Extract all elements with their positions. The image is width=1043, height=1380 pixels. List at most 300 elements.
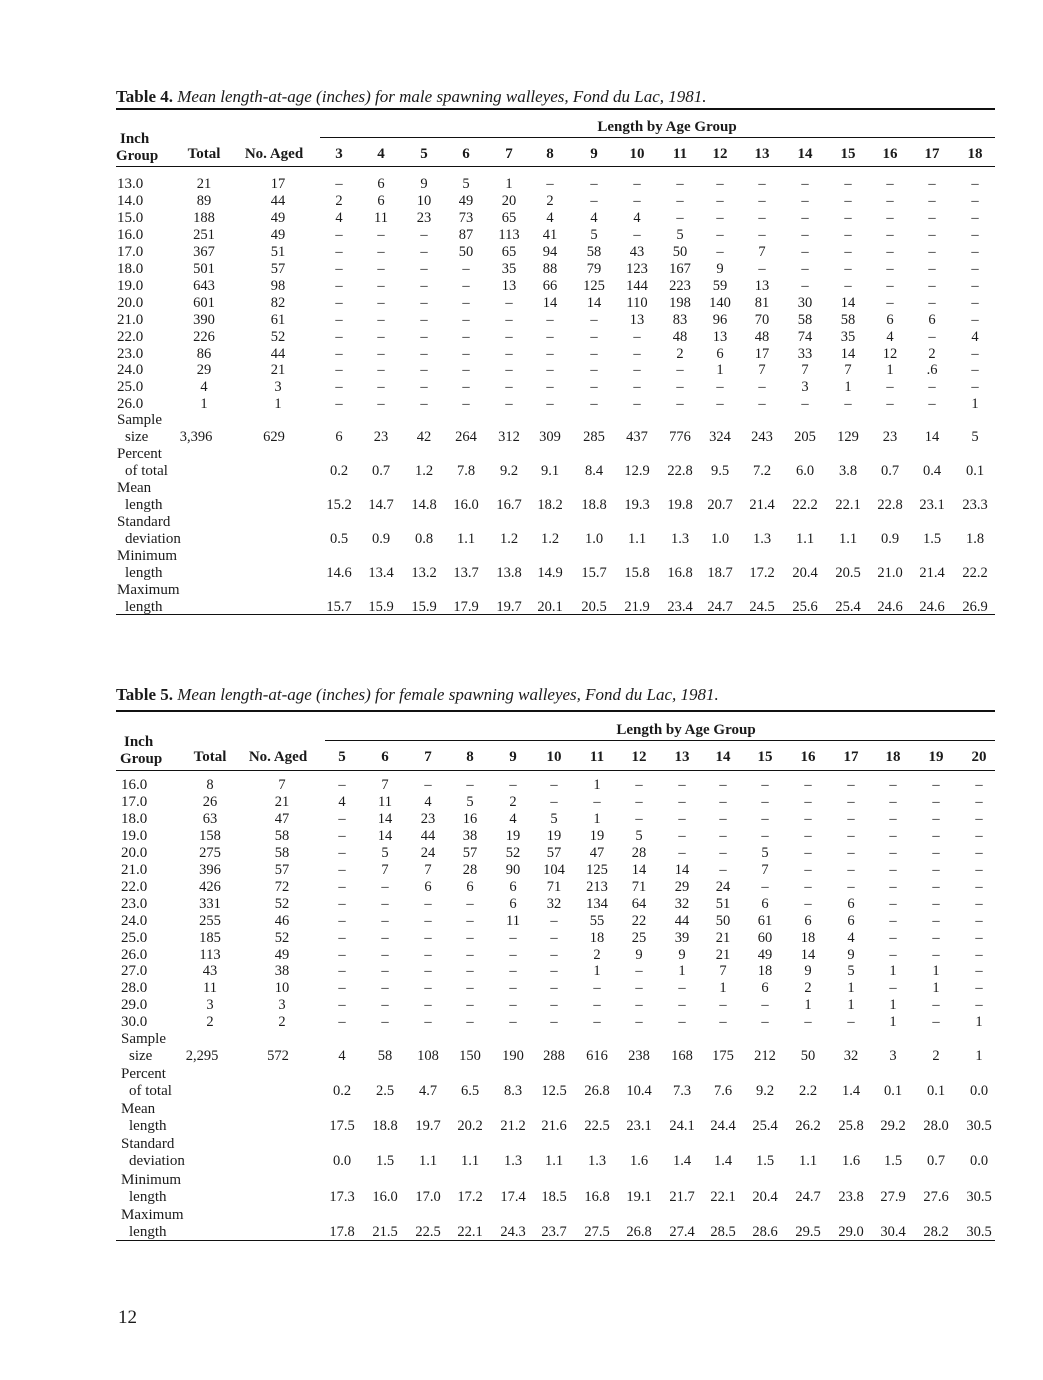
table-5-header-age-10: 10 bbox=[546, 749, 562, 765]
table-5-row-value: – bbox=[761, 1014, 769, 1031]
table-5-row-value: – bbox=[635, 980, 643, 997]
table-5-stat-value: 22.5 bbox=[584, 1118, 610, 1134]
table-5-stat-value: 29.5 bbox=[795, 1224, 821, 1240]
table-5-row-value: 6 bbox=[761, 895, 769, 912]
table-5-top-rule bbox=[116, 710, 995, 712]
table-5-stat-value: 16.8 bbox=[584, 1189, 610, 1205]
table-5-row-value: – bbox=[678, 810, 686, 827]
table-5-stat-value: 108 bbox=[417, 1048, 439, 1064]
table-5-row-value: 38 bbox=[462, 827, 478, 844]
table-4-row-value: – bbox=[505, 311, 513, 328]
table-4-stat-value: 1.2 bbox=[499, 531, 519, 547]
table-5-row-value: – bbox=[509, 980, 517, 997]
table-5-row-value: – bbox=[509, 946, 517, 963]
table-5-row-value: 57 bbox=[546, 844, 562, 861]
table-5-stat-value: 26.8 bbox=[626, 1224, 652, 1240]
table-5-stat-value: 24.3 bbox=[500, 1224, 526, 1240]
table-4-row-value: – bbox=[801, 192, 809, 209]
table-4-stat-value: 129 bbox=[837, 429, 859, 445]
table-5-row-value: – bbox=[550, 963, 558, 980]
table-4-row-value: 58 bbox=[797, 311, 813, 328]
table-4-age-group-rule bbox=[320, 137, 995, 138]
table-4-row-value: 14 bbox=[586, 294, 602, 311]
table-5-stat-value: 24.1 bbox=[669, 1118, 695, 1134]
table-5-row-value: 28 bbox=[631, 844, 647, 861]
table-4-stat-value: 312 bbox=[498, 429, 520, 445]
table-4-row-total: 643 bbox=[193, 277, 215, 294]
table-5-stat-label: Percent bbox=[121, 1066, 166, 1082]
table-4-row-value: – bbox=[928, 260, 936, 277]
table-5-row-value: – bbox=[424, 912, 432, 929]
table-5-row-value: 1 bbox=[593, 777, 601, 793]
table-5-row-value: – bbox=[466, 777, 474, 793]
table-5-row-inch: 16.0 bbox=[121, 777, 148, 793]
table-4-row-value: – bbox=[546, 345, 554, 362]
table-4-row-value: – bbox=[971, 192, 979, 209]
table-5-row-value: – bbox=[804, 895, 812, 912]
table-5-row-total: 426 bbox=[199, 878, 221, 895]
table-5-row-value: – bbox=[338, 844, 346, 861]
table-4-row-value: 50 bbox=[672, 243, 688, 260]
table-4-label: Table 4. bbox=[116, 87, 178, 106]
table-4-row-total: 226 bbox=[193, 328, 215, 345]
table-5-header-age-9: 9 bbox=[509, 749, 517, 765]
table-4-row-value: – bbox=[335, 328, 343, 345]
table-4-stat-value: 15.8 bbox=[624, 565, 650, 581]
table-5-row-value: 1 bbox=[889, 1014, 897, 1031]
table-5-row-value: – bbox=[889, 777, 897, 793]
table-4-stat-value: 0.1 bbox=[965, 463, 985, 479]
table-5-row-value: – bbox=[889, 912, 897, 929]
table-4-row-value: – bbox=[971, 379, 979, 396]
table-5-row-value: – bbox=[466, 963, 474, 980]
table-4-row-value: 4 bbox=[633, 209, 641, 226]
table-5-stat-value: 26.8 bbox=[584, 1083, 610, 1099]
table-4-row-value: – bbox=[971, 362, 979, 379]
table-4-row-value: – bbox=[801, 209, 809, 226]
table-4-row-value: – bbox=[928, 379, 936, 396]
table-4-stat-value: 13.7 bbox=[453, 565, 479, 581]
table-5-row-value: 1 bbox=[847, 997, 855, 1014]
table-5-row-value: – bbox=[550, 997, 558, 1014]
table-5-stat-value: 0.1 bbox=[926, 1083, 946, 1099]
table-4-row-value: – bbox=[420, 311, 428, 328]
table-5-row-aged: 58 bbox=[274, 827, 290, 844]
table-5-row-value: – bbox=[932, 997, 940, 1014]
table-4-stat-value: 264 bbox=[455, 429, 477, 445]
table-5-row-value: – bbox=[761, 777, 769, 793]
table-5-row-value: 14 bbox=[377, 810, 393, 827]
table-5-stat-value: 27.4 bbox=[669, 1224, 695, 1240]
table-5-row-value: – bbox=[593, 793, 601, 810]
table-4-header-age-18: 18 bbox=[967, 146, 983, 162]
table-5-row-aged: 52 bbox=[274, 895, 290, 912]
table-4-row-value: – bbox=[377, 243, 385, 260]
table-5-row-value: – bbox=[719, 810, 727, 827]
table-5-row-value: – bbox=[338, 929, 346, 946]
table-5-row-value: – bbox=[975, 980, 983, 997]
table-4-row-value: – bbox=[716, 209, 724, 226]
table-5-stat-value: 22.5 bbox=[415, 1224, 441, 1240]
table-5-stat-value: 17.3 bbox=[329, 1189, 355, 1205]
table-5-row-value: 55 bbox=[589, 912, 605, 929]
table-5-header-age-11: 11 bbox=[589, 749, 605, 765]
table-4-row-inch: 25.0 bbox=[117, 379, 144, 396]
table-5-stat-value: 32 bbox=[843, 1048, 859, 1064]
table-5-row-aged: 38 bbox=[274, 963, 290, 980]
table-5-caption-text: Mean length-at-age (inches) for female spawning walleyes, Fond du Lac, 1981. bbox=[177, 685, 719, 704]
table-4-stat-value: 309 bbox=[539, 429, 561, 445]
table-4-row-value: 74 bbox=[797, 328, 813, 345]
table-4-row-value: – bbox=[505, 396, 513, 413]
table-4-top-rule bbox=[116, 108, 995, 110]
table-4-stat-label-2: deviation bbox=[125, 531, 181, 547]
table-5-row-value: 21 bbox=[715, 946, 731, 963]
table-5-header-age-15: 15 bbox=[757, 749, 773, 765]
table-5-row-value: 50 bbox=[715, 912, 731, 929]
table-4-header-no-aged: No. Aged bbox=[244, 146, 304, 162]
table-4-stat-value: 14.8 bbox=[411, 497, 437, 513]
table-5-stat-value: 1.1 bbox=[460, 1153, 480, 1169]
table-5-row-value: 6 bbox=[804, 912, 812, 929]
table-5-row-value: – bbox=[424, 963, 432, 980]
table-5-row-value: – bbox=[975, 946, 983, 963]
table-4-row-value: 35 bbox=[840, 328, 856, 345]
table-4-row-value: 144 bbox=[626, 277, 648, 294]
table-5-stat-value: 1.5 bbox=[375, 1153, 395, 1169]
table-4-stat-value: 0.5 bbox=[329, 531, 349, 547]
table-4-row-value: – bbox=[886, 396, 894, 413]
table-4-header-rule bbox=[116, 166, 995, 167]
table-4-row-value: – bbox=[801, 176, 809, 192]
table-4-row-value: – bbox=[971, 243, 979, 260]
table-5-stat-value: 25.8 bbox=[838, 1118, 864, 1134]
table-4-row-aged: 21 bbox=[270, 362, 286, 379]
table-4-row-value: – bbox=[420, 396, 428, 413]
table-5-stat-value: 190 bbox=[502, 1048, 524, 1064]
table-5-row-value: – bbox=[932, 827, 940, 844]
table-5-row-value: – bbox=[338, 827, 346, 844]
table-4-stat-value: 23.4 bbox=[667, 599, 693, 615]
table-4-stat-total: 3,396 bbox=[179, 429, 213, 445]
table-5-row-value: 11 bbox=[506, 912, 520, 929]
table-4-row-value: – bbox=[377, 277, 385, 294]
table-4-row-total: 251 bbox=[193, 226, 215, 243]
table-4-age-group-title: Length by Age Group bbox=[597, 119, 737, 135]
table-4-row-inch: 19.0 bbox=[117, 277, 144, 294]
table-5-row-total: 11 bbox=[203, 980, 217, 997]
table-5-row-value: 5 bbox=[635, 827, 643, 844]
table-4-row-value: – bbox=[844, 209, 852, 226]
table-5-row-value: 6 bbox=[761, 980, 769, 997]
table-5-header-age-13: 13 bbox=[674, 749, 690, 765]
table-5-row-value: 4 bbox=[509, 810, 517, 827]
table-5-row-value: – bbox=[550, 946, 558, 963]
table-4-row-value: – bbox=[335, 294, 343, 311]
table-5-row-total: 2 bbox=[206, 1014, 214, 1031]
table-5-row-value: 1 bbox=[678, 963, 686, 980]
table-5-row-value: 44 bbox=[420, 827, 436, 844]
table-5-row-total: 8 bbox=[206, 777, 214, 793]
table-4-header-age-7: 7 bbox=[505, 146, 513, 162]
table-5-stat-value: 27.6 bbox=[923, 1189, 949, 1205]
table-4-row-value: 7 bbox=[844, 362, 852, 379]
table-4-row-value: – bbox=[886, 192, 894, 209]
table-5-row-value: 134 bbox=[586, 895, 608, 912]
table-5-stat-value: 1.3 bbox=[503, 1153, 523, 1169]
table-4-row-inch: 13.0 bbox=[117, 176, 144, 192]
table-5-row-value: 7 bbox=[381, 861, 389, 878]
table-5-row-value: 18 bbox=[589, 929, 605, 946]
table-4-row-value: 48 bbox=[672, 328, 688, 345]
table-5-row-value: – bbox=[678, 844, 686, 861]
table-4-stat-value: 1.2 bbox=[540, 531, 560, 547]
table-5-row-value: 44 bbox=[674, 912, 690, 929]
table-4-row-value: – bbox=[377, 345, 385, 362]
table-5-row-value: 1 bbox=[932, 963, 940, 980]
table-5-row-value: 1 bbox=[719, 980, 727, 997]
table-5-row-value: – bbox=[975, 929, 983, 946]
table-5-row-value: – bbox=[761, 997, 769, 1014]
table-5-row-value: – bbox=[381, 878, 389, 895]
table-5-row-aged: 47 bbox=[274, 810, 290, 827]
table-5-row-total: 113 bbox=[199, 946, 221, 963]
table-4-row-value: – bbox=[462, 345, 470, 362]
table-4-row-value: – bbox=[928, 243, 936, 260]
table-5-row-value: – bbox=[635, 997, 643, 1014]
table-5-row-value: – bbox=[466, 946, 474, 963]
table-4-row-value: 1 bbox=[716, 362, 724, 379]
table-5-row-inch: 25.0 bbox=[121, 929, 148, 946]
table-5-row-aged: 46 bbox=[274, 912, 290, 929]
table-5-stat-value: 27.5 bbox=[584, 1224, 610, 1240]
table-5-row-value: – bbox=[550, 777, 558, 793]
table-4-row-value: 1 bbox=[844, 379, 852, 396]
table-4-row-value: – bbox=[590, 192, 598, 209]
table-5-row-value: – bbox=[719, 827, 727, 844]
table-5-row-total: 63 bbox=[202, 810, 218, 827]
table-5-stat-value: 24.4 bbox=[710, 1118, 736, 1134]
table-5-row-value: 24 bbox=[420, 844, 436, 861]
table-4-row-total: 390 bbox=[193, 311, 215, 328]
table-5-row-value: – bbox=[466, 997, 474, 1014]
table-4-stat-value: 15.9 bbox=[411, 599, 437, 615]
table-5-stat-value: 0.0 bbox=[332, 1153, 352, 1169]
table-5-row-value: 28 bbox=[462, 861, 478, 878]
table-4-stat-value: 7.2 bbox=[752, 463, 772, 479]
table-4-stat-value: 15.9 bbox=[368, 599, 394, 615]
table-4-row-value: – bbox=[335, 243, 343, 260]
table-4-row-value: 59 bbox=[712, 277, 728, 294]
table-4-row-value: 113 bbox=[498, 226, 520, 243]
table-5-row-value: 9 bbox=[635, 946, 643, 963]
table-5-row-value: – bbox=[804, 793, 812, 810]
table-4-row-value: – bbox=[335, 226, 343, 243]
table-5-row-value: – bbox=[975, 777, 983, 793]
table-4-row-value: – bbox=[590, 328, 598, 345]
table-4-row-value: 5 bbox=[676, 226, 684, 243]
table-4-row-value: – bbox=[886, 294, 894, 311]
table-4-stat-value: 18.7 bbox=[707, 565, 733, 581]
table-4-row-value: 65 bbox=[501, 243, 517, 260]
table-4-row-value: – bbox=[801, 226, 809, 243]
table-5-stat-value: 150 bbox=[459, 1048, 481, 1064]
table-5-row-value: – bbox=[975, 810, 983, 827]
table-4-stat-value: 14.7 bbox=[368, 497, 394, 513]
table-4-row-value: – bbox=[758, 209, 766, 226]
table-5-stat-value: 1.6 bbox=[629, 1153, 649, 1169]
table-5-stat-value: 16.0 bbox=[372, 1189, 398, 1205]
table-4-row-inch: 14.0 bbox=[117, 192, 144, 209]
table-5-row-value: 2 bbox=[509, 793, 517, 810]
table-5-header-age-5: 5 bbox=[338, 749, 346, 765]
table-5-row-aged: 21 bbox=[274, 793, 290, 810]
table-5-row-value: 21 bbox=[715, 929, 731, 946]
table-5-row-value: 18 bbox=[757, 963, 773, 980]
table-5-row-value: – bbox=[678, 777, 686, 793]
table-5-row-value: 9 bbox=[678, 946, 686, 963]
table-4-row-value: – bbox=[546, 379, 554, 396]
table-4-row-inch: 26.0 bbox=[117, 396, 144, 413]
table-4-row-value: 13 bbox=[712, 328, 728, 345]
table-5-row-value: – bbox=[761, 793, 769, 810]
table-5-row-value: – bbox=[424, 980, 432, 997]
table-5-row-value: – bbox=[424, 946, 432, 963]
table-5-row-value: – bbox=[889, 827, 897, 844]
table-4-stat-value: 6 bbox=[335, 429, 343, 445]
table-5-row-value: – bbox=[678, 980, 686, 997]
table-5-row-aged: 57 bbox=[274, 861, 290, 878]
table-5-row-value: – bbox=[635, 1014, 643, 1031]
table-4-row-value: – bbox=[716, 243, 724, 260]
table-4-row-value: – bbox=[716, 396, 724, 413]
table-4-row-inch: 23.0 bbox=[117, 345, 144, 362]
table-5-row-value: 4 bbox=[847, 929, 855, 946]
table-5-row-value: 5 bbox=[550, 810, 558, 827]
table-4-row-value: 14 bbox=[542, 294, 558, 311]
table-4-stat-value: 1.1 bbox=[627, 531, 647, 547]
table-4-stat-value: 1.2 bbox=[414, 463, 434, 479]
table-5-row-value: – bbox=[889, 793, 897, 810]
table-5-row-aged: 3 bbox=[278, 997, 286, 1014]
table-5-row-value: 32 bbox=[674, 895, 690, 912]
table-5-row-value: 29 bbox=[674, 878, 690, 895]
table-4-row-value: 1 bbox=[505, 176, 513, 192]
table-5-row-value: 47 bbox=[589, 844, 605, 861]
table-4-stat-value: 1.5 bbox=[922, 531, 942, 547]
table-5-row-value: 64 bbox=[631, 895, 647, 912]
table-5-stat-value: 8.3 bbox=[503, 1083, 523, 1099]
table-5-row-value: 1 bbox=[847, 980, 855, 997]
table-5-header-age-6: 6 bbox=[381, 749, 389, 765]
table-4-row-value: – bbox=[758, 396, 766, 413]
table-5-row-inch: 30.0 bbox=[121, 1014, 148, 1031]
table-4-stat-value: 9.5 bbox=[710, 463, 730, 479]
table-4-stat-value: 12.9 bbox=[624, 463, 650, 479]
table-4-row-aged: 82 bbox=[270, 294, 286, 311]
table-5-row-value: – bbox=[381, 963, 389, 980]
table-4-row-inch: 15.0 bbox=[117, 209, 144, 226]
table-5-bottom-rule bbox=[116, 1240, 995, 1241]
table-5-row-value: 19 bbox=[505, 827, 521, 844]
table-4-row-total: 601 bbox=[193, 294, 215, 311]
table-4-row-value: – bbox=[590, 396, 598, 413]
table-4-stat-value: 19.3 bbox=[624, 497, 650, 513]
table-4-row-inch: 24.0 bbox=[117, 362, 144, 379]
table-4-row-value: 10 bbox=[416, 192, 432, 209]
table-4-row-value: – bbox=[505, 328, 513, 345]
table-5-stat-value: 17.4 bbox=[500, 1189, 526, 1205]
table-5-header-no-aged: No. Aged bbox=[248, 749, 308, 765]
table-4-stat-value: 21.4 bbox=[919, 565, 945, 581]
table-4-row-value: 125 bbox=[583, 277, 605, 294]
table-5-row-value: 1 bbox=[975, 1014, 983, 1031]
table-5-row-value: – bbox=[889, 980, 897, 997]
table-5-row-value: 14 bbox=[377, 827, 393, 844]
table-5-row-value: 6 bbox=[509, 895, 517, 912]
table-4-stat-value: 16.8 bbox=[667, 565, 693, 581]
table-4-stat-value: 22.8 bbox=[877, 497, 903, 513]
table-4-stat-value: 0.8 bbox=[414, 531, 434, 547]
table-5-row-value: 19 bbox=[546, 827, 562, 844]
table-4-stat-value: 243 bbox=[751, 429, 773, 445]
table-4-stat-value: 22.8 bbox=[667, 463, 693, 479]
table-5-stat-value: 22.1 bbox=[710, 1189, 736, 1205]
table-4-stat-value: 3.8 bbox=[838, 463, 858, 479]
table-4-row-value: – bbox=[462, 311, 470, 328]
table-4-stat-value: 20.5 bbox=[581, 599, 607, 615]
table-4-row-value: – bbox=[420, 260, 428, 277]
table-5-row-value: 7 bbox=[719, 963, 727, 980]
table-4-row-value: 6 bbox=[886, 311, 894, 328]
table-5-stat-value: 1.4 bbox=[841, 1083, 861, 1099]
table-5-row-value: – bbox=[338, 895, 346, 912]
table-4-row-value: 13 bbox=[629, 311, 645, 328]
table-4-row-value: – bbox=[801, 260, 809, 277]
table-4-stat-value: 21.4 bbox=[749, 497, 775, 513]
table-4-row-value: – bbox=[633, 379, 641, 396]
table-5-stat-value: 29.2 bbox=[880, 1118, 906, 1134]
table-4-row-value: 198 bbox=[669, 294, 691, 311]
table-5-row-value: 2 bbox=[593, 946, 601, 963]
table-4-header-total: Total bbox=[187, 146, 221, 162]
table-4-row-value: 140 bbox=[709, 294, 731, 311]
table-4-row-value: – bbox=[420, 328, 428, 345]
table-4-row-total: 1 bbox=[200, 396, 208, 413]
table-5-row-value: – bbox=[424, 1014, 432, 1031]
table-4-row-value: – bbox=[505, 379, 513, 396]
table-5-row-inch: 23.0 bbox=[121, 895, 148, 912]
table-4-stat-value: 26.9 bbox=[962, 599, 988, 615]
table-4-row-value: 94 bbox=[542, 243, 558, 260]
table-5-stat-value: 28.0 bbox=[923, 1118, 949, 1134]
table-5-row-value: – bbox=[847, 777, 855, 793]
table-4-row-value: 4 bbox=[590, 209, 598, 226]
table-4-row-value: – bbox=[676, 176, 684, 192]
table-5-header-age-19: 19 bbox=[928, 749, 944, 765]
table-4-row-value: 167 bbox=[669, 260, 691, 277]
table-5-stat-aged: 572 bbox=[267, 1048, 289, 1064]
table-5-stat-value: 30.5 bbox=[966, 1118, 992, 1134]
table-4-row-value: 1 bbox=[971, 396, 979, 413]
table-5-row-total: 255 bbox=[199, 912, 221, 929]
table-4-row-total: 367 bbox=[193, 243, 215, 260]
table-5-stat-value: 1.6 bbox=[841, 1153, 861, 1169]
table-5-row-total: 158 bbox=[199, 827, 221, 844]
table-4-header-age-13: 13 bbox=[754, 146, 770, 162]
table-5-stat-value: 1.1 bbox=[544, 1153, 564, 1169]
table-4-row-value: 17 bbox=[754, 345, 770, 362]
